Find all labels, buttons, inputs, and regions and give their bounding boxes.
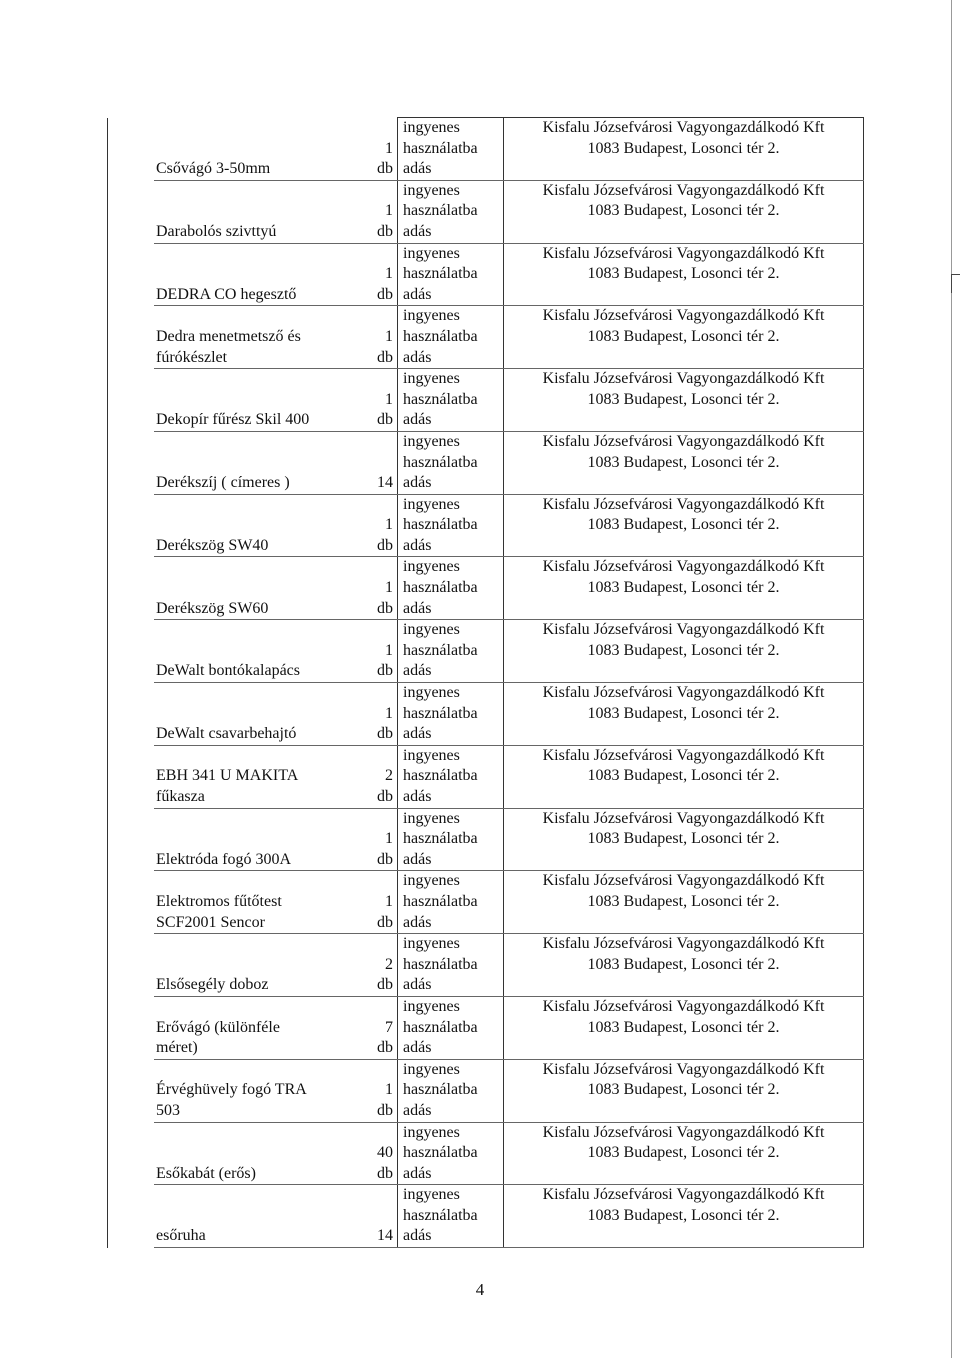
- inventory-table: [107, 117, 864, 1248]
- item-name-line: Derékszög SW40: [156, 536, 269, 554]
- row-margin-cell: [108, 369, 155, 432]
- row-margin-cell: [108, 808, 155, 871]
- owner-line: Kisfalu Józsefvárosi Vagyongazdálkodó Kft: [542, 935, 825, 953]
- row-margin-cell: [108, 683, 155, 746]
- item-name-cell: [154, 557, 359, 620]
- row-margin-cell: [108, 306, 155, 369]
- usage-type-line: adás: [403, 222, 432, 240]
- owner-line: 1083 Budapest, Losonci tér 2.: [587, 516, 780, 534]
- quantity-line: db: [377, 536, 393, 554]
- quantity-cell: [359, 996, 398, 1059]
- owner-line: Kisfalu Józsefvárosi Vagyongazdálkodó Kft: [542, 621, 825, 639]
- table-row: [108, 745, 864, 808]
- quantity-cell: [359, 431, 398, 494]
- quantity-line: db: [377, 160, 393, 178]
- usage-type-line: használatba: [403, 830, 478, 848]
- usage-type-line: ingyenes: [403, 621, 460, 639]
- usage-type-line: adás: [403, 1227, 432, 1245]
- owner-line: Kisfalu Józsefvárosi Vagyongazdálkodó Kft: [542, 997, 825, 1015]
- quantity-cell: [359, 180, 398, 243]
- quantity-cell: [359, 118, 398, 181]
- table-row: [108, 118, 864, 181]
- item-name-cell: [154, 934, 359, 997]
- row-margin-cell: [108, 243, 155, 306]
- item-name-line: Darabolós szivttyú: [156, 222, 277, 240]
- quantity-line: 1: [385, 516, 393, 534]
- item-name-line: SCF2001 Sencor: [156, 913, 265, 931]
- quantity-cell: [359, 1185, 398, 1248]
- usage-type-cell: [398, 996, 504, 1059]
- item-name-line: esőruha: [156, 1227, 206, 1245]
- usage-type-line: ingyenes: [403, 432, 460, 450]
- owner-line: 1083 Budapest, Losonci tér 2.: [587, 1081, 780, 1099]
- owner-line: 1083 Budapest, Losonci tér 2.: [587, 641, 780, 659]
- owner-line: Kisfalu Józsefvárosi Vagyongazdálkodó Kft: [542, 1123, 825, 1141]
- usage-type-line: adás: [403, 1164, 432, 1182]
- usage-type-line: használatba: [403, 265, 478, 283]
- owner-line: Kisfalu Józsefvárosi Vagyongazdálkodó Kft: [542, 495, 825, 513]
- usage-type-line: adás: [403, 599, 432, 617]
- usage-type-line: adás: [403, 536, 432, 554]
- quantity-line: 1: [385, 892, 393, 910]
- owner-line: 1083 Budapest, Losonci tér 2.: [587, 1018, 780, 1036]
- item-name-line: Elektróda fogó 300A: [156, 850, 292, 868]
- usage-type-line: adás: [403, 1101, 432, 1119]
- owner-line: Kisfalu Józsefvárosi Vagyongazdálkodó Kft: [542, 558, 825, 576]
- owner-line: Kisfalu Józsefvárosi Vagyongazdálkodó Kft: [542, 872, 825, 890]
- item-name-cell: [154, 745, 359, 808]
- item-name-cell: [154, 1185, 359, 1248]
- usage-type-line: adás: [403, 850, 432, 868]
- quantity-cell: [359, 494, 398, 557]
- owner-line: 1083 Budapest, Losonci tér 2.: [587, 327, 780, 345]
- row-margin-cell: [108, 745, 155, 808]
- usage-type-line: használatba: [403, 202, 478, 220]
- usage-type-line: használatba: [403, 1018, 478, 1036]
- row-margin-cell: [108, 494, 155, 557]
- quantity-line: 1: [385, 579, 393, 597]
- usage-type-line: használatba: [403, 641, 478, 659]
- item-name-cell: [154, 620, 359, 683]
- quantity-cell: [359, 683, 398, 746]
- usage-type-line: használatba: [403, 390, 478, 408]
- owner-line: Kisfalu Józsefvárosi Vagyongazdálkodó Kft: [542, 684, 825, 702]
- quantity-line: 7: [385, 1018, 393, 1036]
- quantity-line: db: [377, 1101, 393, 1119]
- item-name-line: méret): [156, 1039, 198, 1057]
- owner-line: 1083 Budapest, Losonci tér 2.: [587, 453, 780, 471]
- table-row: [108, 871, 864, 934]
- owner-cell: [504, 996, 864, 1059]
- row-margin-cell: [108, 1185, 155, 1248]
- owner-line: 1083 Budapest, Losonci tér 2.: [587, 579, 780, 597]
- item-name-line: Esőkabát (erős): [156, 1164, 256, 1182]
- owner-line: Kisfalu Józsefvárosi Vagyongazdálkodó Kft: [542, 746, 825, 764]
- quantity-line: 1: [385, 830, 393, 848]
- table-row: [108, 494, 864, 557]
- owner-cell: [504, 180, 864, 243]
- usage-type-cell: [398, 745, 504, 808]
- owner-cell: [504, 431, 864, 494]
- usage-type-line: használatba: [403, 1081, 478, 1099]
- row-margin-cell: [108, 1122, 155, 1185]
- usage-type-line: használatba: [403, 139, 478, 157]
- row-margin-cell: [108, 118, 155, 181]
- usage-type-line: használatba: [403, 767, 478, 785]
- owner-line: 1083 Budapest, Losonci tér 2.: [587, 1206, 780, 1224]
- owner-cell: [504, 557, 864, 620]
- quantity-line: 2: [385, 767, 393, 785]
- owner-line: Kisfalu Józsefvárosi Vagyongazdálkodó Kft: [542, 1060, 825, 1078]
- quantity-line: db: [377, 285, 393, 303]
- quantity-line: 40: [377, 1144, 393, 1162]
- item-name-line: DEDRA CO hegesztő: [156, 285, 297, 303]
- table-row: [108, 1185, 864, 1248]
- item-name-line: fűkasza: [156, 788, 205, 805]
- quantity-cell: [359, 243, 398, 306]
- table-row: [108, 1059, 864, 1122]
- owner-line: 1083 Budapest, Losonci tér 2.: [587, 892, 780, 910]
- usage-type-cell: [398, 369, 504, 432]
- usage-type-line: ingyenes: [403, 1123, 460, 1141]
- usage-type-cell: [398, 431, 504, 494]
- usage-type-line: ingyenes: [403, 558, 460, 576]
- usage-type-line: használatba: [403, 892, 478, 910]
- usage-type-line: adás: [403, 788, 432, 805]
- usage-type-line: használatba: [403, 704, 478, 722]
- table-row: [108, 369, 864, 432]
- usage-type-cell: [398, 306, 504, 369]
- row-margin-cell: [108, 431, 155, 494]
- row-margin-cell: [108, 871, 155, 934]
- table-row: [108, 808, 864, 871]
- owner-line: Kisfalu Józsefvárosi Vagyongazdálkodó Kft: [542, 370, 825, 388]
- item-name-line: Csővágó 3-50mm: [156, 160, 271, 178]
- usage-type-line: ingyenes: [403, 809, 460, 827]
- owner-line: Kisfalu Józsefvárosi Vagyongazdálkodó Kft: [542, 432, 825, 450]
- quantity-cell: [359, 745, 398, 808]
- quantity-line: 14: [377, 1227, 393, 1245]
- owner-line: Kisfalu Józsefvárosi Vagyongazdálkodó Kft: [542, 307, 825, 325]
- owner-cell: [504, 683, 864, 746]
- usage-type-line: adás: [403, 976, 432, 994]
- quantity-cell: [359, 620, 398, 683]
- owner-line: 1083 Budapest, Losonci tér 2.: [587, 202, 780, 220]
- usage-type-cell: [398, 871, 504, 934]
- owner-line: 1083 Budapest, Losonci tér 2.: [587, 955, 780, 973]
- usage-type-line: ingyenes: [403, 181, 460, 199]
- usage-type-cell: [398, 934, 504, 997]
- item-name-line: Erővágó (különféle: [156, 1018, 280, 1036]
- usage-type-cell: [398, 494, 504, 557]
- usage-type-line: ingyenes: [403, 244, 460, 262]
- item-name-line: Derékszíj ( címeres ): [156, 474, 290, 492]
- usage-type-cell: [398, 1122, 504, 1185]
- item-name-cell: [154, 871, 359, 934]
- owner-cell: [504, 118, 864, 181]
- quantity-line: 14: [377, 474, 393, 492]
- owner-line: 1083 Budapest, Losonci tér 2.: [587, 1144, 780, 1162]
- usage-type-cell: [398, 620, 504, 683]
- usage-type-cell: [398, 683, 504, 746]
- item-name-line: Dekopír fűrész Skil 400: [156, 411, 310, 429]
- quantity-line: 1: [385, 704, 393, 722]
- scan-edge-mark: [951, 274, 960, 293]
- usage-type-line: használatba: [403, 955, 478, 973]
- owner-cell: [504, 871, 864, 934]
- quantity-cell: [359, 1122, 398, 1185]
- item-name-line: DeWalt csavarbehajtó: [156, 725, 297, 743]
- table-row: [108, 934, 864, 997]
- item-name-cell: [154, 1122, 359, 1185]
- quantity-line: db: [377, 913, 393, 931]
- row-margin-cell: [108, 996, 155, 1059]
- item-name-cell: [154, 180, 359, 243]
- owner-cell: [504, 243, 864, 306]
- quantity-line: 1: [385, 641, 393, 659]
- owner-line: Kisfalu Józsefvárosi Vagyongazdálkodó Kft: [542, 244, 825, 262]
- row-margin-cell: [108, 934, 155, 997]
- item-name-cell: [154, 808, 359, 871]
- table-row: [108, 243, 864, 306]
- quantity-line: db: [377, 1039, 393, 1057]
- usage-type-line: ingyenes: [403, 495, 460, 513]
- owner-line: 1083 Budapest, Losonci tér 2.: [587, 767, 780, 785]
- usage-type-line: ingyenes: [403, 307, 460, 325]
- quantity-cell: [359, 934, 398, 997]
- table-row: [108, 306, 864, 369]
- usage-type-line: ingyenes: [403, 119, 460, 136]
- scan-edge-line: [951, 0, 952, 1358]
- usage-type-line: adás: [403, 662, 432, 680]
- item-name-line: Dedra menetmetsző és: [156, 327, 301, 345]
- item-name-cell: [154, 996, 359, 1059]
- usage-type-line: ingyenes: [403, 997, 460, 1015]
- owner-cell: [504, 369, 864, 432]
- table-row: [108, 683, 864, 746]
- usage-type-line: adás: [403, 285, 432, 303]
- item-name-line: fúrókészlet: [156, 348, 228, 366]
- usage-type-line: adás: [403, 725, 432, 743]
- usage-type-line: adás: [403, 1039, 432, 1057]
- owner-line: Kisfalu Józsefvárosi Vagyongazdálkodó Kft: [542, 119, 825, 136]
- quantity-line: db: [377, 725, 393, 743]
- item-name-line: EBH 341 U MAKITA: [156, 767, 299, 785]
- table-row: [108, 557, 864, 620]
- item-name-line: Érvéghüvely fogó TRA: [156, 1081, 307, 1099]
- table-row: [108, 1122, 864, 1185]
- usage-type-line: adás: [403, 411, 432, 429]
- item-name-cell: [154, 431, 359, 494]
- quantity-cell: [359, 1059, 398, 1122]
- usage-type-line: ingyenes: [403, 684, 460, 702]
- usage-type-line: ingyenes: [403, 370, 460, 388]
- usage-type-line: ingyenes: [403, 1060, 460, 1078]
- owner-cell: [504, 808, 864, 871]
- row-margin-cell: [108, 557, 155, 620]
- quantity-cell: [359, 871, 398, 934]
- quantity-line: 1: [385, 265, 393, 283]
- item-name-line: Elsősegély doboz: [156, 976, 269, 994]
- item-name-line: Elektromos fűtőtest: [156, 892, 282, 910]
- item-name-cell: [154, 494, 359, 557]
- inventory-table-body: [108, 118, 864, 1248]
- quantity-cell: [359, 369, 398, 432]
- quantity-line: 1: [385, 390, 393, 408]
- item-name-cell: [154, 243, 359, 306]
- item-name-cell: [154, 1059, 359, 1122]
- quantity-line: db: [377, 411, 393, 429]
- quantity-line: db: [377, 1164, 393, 1182]
- quantity-cell: [359, 306, 398, 369]
- owner-line: 1083 Budapest, Losonci tér 2.: [587, 390, 780, 408]
- quantity-line: db: [377, 599, 393, 617]
- usage-type-line: ingyenes: [403, 746, 460, 764]
- quantity-line: db: [377, 976, 393, 994]
- owner-cell: [504, 1122, 864, 1185]
- quantity-line: db: [377, 222, 393, 240]
- owner-cell: [504, 934, 864, 997]
- quantity-line: db: [377, 850, 393, 868]
- item-name-cell: [154, 369, 359, 432]
- usage-type-line: ingyenes: [403, 1186, 460, 1204]
- quantity-line: 2: [385, 955, 393, 973]
- row-margin-cell: [108, 620, 155, 683]
- table-row: [108, 431, 864, 494]
- usage-type-line: használatba: [403, 579, 478, 597]
- usage-type-line: adás: [403, 160, 432, 178]
- usage-type-line: ingyenes: [403, 935, 460, 953]
- owner-line: 1083 Budapest, Losonci tér 2.: [587, 139, 780, 157]
- item-name-line: Derékszög SW60: [156, 599, 269, 617]
- table-row: [108, 180, 864, 243]
- usage-type-line: adás: [403, 348, 432, 366]
- quantity-line: 1: [385, 327, 393, 345]
- owner-line: Kisfalu Józsefvárosi Vagyongazdálkodó Kft: [542, 1186, 825, 1204]
- item-name-line: DeWalt bontókalapács: [156, 662, 300, 680]
- owner-line: 1083 Budapest, Losonci tér 2.: [587, 265, 780, 283]
- owner-cell: [504, 620, 864, 683]
- quantity-line: db: [377, 662, 393, 680]
- quantity-line: 1: [385, 139, 393, 157]
- owner-cell: [504, 306, 864, 369]
- usage-type-cell: [398, 1059, 504, 1122]
- quantity-line: 1: [385, 202, 393, 220]
- usage-type-line: használatba: [403, 516, 478, 534]
- usage-type-cell: [398, 808, 504, 871]
- usage-type-line: ingyenes: [403, 872, 460, 890]
- owner-cell: [504, 1185, 864, 1248]
- usage-type-line: használatba: [403, 1206, 478, 1224]
- owner-line: Kisfalu Józsefvárosi Vagyongazdálkodó Kft: [542, 181, 825, 199]
- usage-type-line: használatba: [403, 327, 478, 345]
- usage-type-cell: [398, 557, 504, 620]
- owner-cell: [504, 1059, 864, 1122]
- owner-line: Kisfalu Józsefvárosi Vagyongazdálkodó Kft: [542, 809, 825, 827]
- quantity-cell: [359, 557, 398, 620]
- usage-type-cell: [398, 118, 504, 181]
- usage-type-cell: [398, 1185, 504, 1248]
- owner-cell: [504, 494, 864, 557]
- item-name-cell: [154, 306, 359, 369]
- usage-type-line: adás: [403, 913, 432, 931]
- usage-type-line: adás: [403, 474, 432, 492]
- quantity-line: 1: [385, 1081, 393, 1099]
- item-name-cell: [154, 683, 359, 746]
- usage-type-cell: [398, 180, 504, 243]
- owner-cell: [504, 745, 864, 808]
- item-name-line: 503: [156, 1101, 180, 1119]
- owner-line: 1083 Budapest, Losonci tér 2.: [587, 704, 780, 722]
- quantity-line: db: [377, 788, 393, 805]
- row-margin-cell: [108, 1059, 155, 1122]
- usage-type-line: használatba: [403, 453, 478, 471]
- quantity-line: db: [377, 348, 393, 366]
- table-row: [108, 996, 864, 1059]
- owner-line: 1083 Budapest, Losonci tér 2.: [587, 830, 780, 848]
- item-name-cell: [154, 118, 359, 181]
- usage-type-cell: [398, 243, 504, 306]
- quantity-cell: [359, 808, 398, 871]
- page-number: 4: [475, 1280, 485, 1299]
- table-row: [108, 620, 864, 683]
- row-margin-cell: [108, 180, 155, 243]
- usage-type-line: használatba: [403, 1144, 478, 1162]
